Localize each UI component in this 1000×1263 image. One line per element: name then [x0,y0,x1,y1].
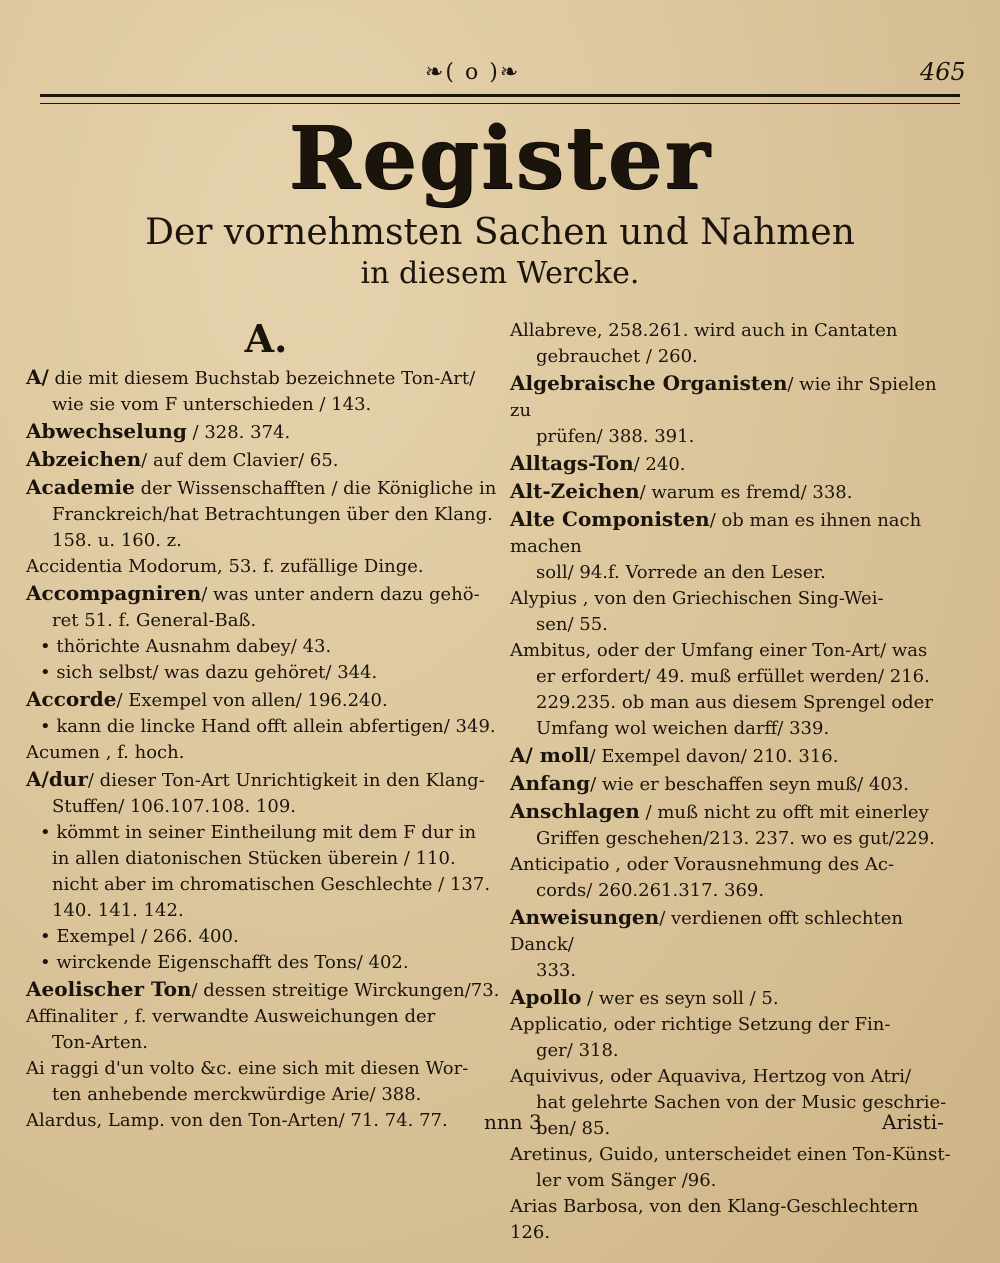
index-keyword: Anfang [510,771,591,795]
index-continuation: Ton-Arten. [52,1032,148,1053]
index-continuation: Griffen geschehen/213. 237. wo es gut/229. [536,828,935,849]
index-text: Accidentia Modorum, 53. f. zufällige Dinge. [26,556,424,577]
page-number: 465 [920,58,966,86]
index-keyword: Anweisungen [510,905,660,929]
index-text: / 328. 374. [186,422,291,443]
index-entry [510,742,960,770]
index-keyword: Accorde [26,687,117,711]
index-keyword: Abwechselung [26,419,187,443]
index-continuation: er erfordert/ 49. muß erfüllet werden/ 216. [536,666,930,687]
index-entry [510,1194,960,1246]
index-entry [510,478,960,506]
index-text: Ai raggi d'un volto &c. eine sich mit diesen Wor- [26,1058,469,1079]
index-entry [26,714,506,740]
index-continuation: 158. u. 160. z. [52,530,182,551]
index-text: / was unter andern dazu gehö- [201,584,480,605]
index-text: Anticipatio , oder Vorausnehmung des Ac- [510,854,894,875]
index-keyword: Alltags-Ton [510,451,634,475]
index-entry [510,1064,960,1090]
index-keyword: Alte Componisten [510,507,710,531]
index-entry [26,820,506,846]
index-text: / Exempel von allen/ 196.240. [116,690,388,711]
index-entry [26,976,506,1004]
index-continuation: cords/ 260.261.317. 369. [536,880,765,901]
index-entry [510,586,960,612]
index-text: Affinaliter , f. verwandte Ausweichungen der [26,1006,436,1027]
index-entry [510,1012,960,1038]
index-keyword: A/ [26,365,49,389]
index-text: / 240. [633,454,686,475]
catchword: Aristi- [882,1110,944,1134]
index-text: sich selbst/ was dazu gehöret/ 344. [56,662,378,683]
index-continuation: ret 51. f. General-Baß. [52,610,257,631]
index-entry [510,450,960,478]
index-continuation: sen/ 55. [536,614,608,635]
index-text: Applicatio, oder richtige Setzung der Fin- [510,1014,891,1035]
index-text: wirckende Eigenschafft des Tons/ 402. [56,952,409,973]
page-title: Register [288,108,712,209]
index-entry [26,1056,506,1082]
index-entry [26,474,506,502]
index-text: / wer es seyn soll / 5. [581,988,779,1009]
index-continuation: wie sie vom F unterschieden / 143. [52,394,372,415]
index-text: Alardus, Lamp. von den Ton-Arten/ 71. 74. 77. [26,1110,448,1131]
index-text: / dieser Ton-Art Unrichtigkeit in den Klang- [87,770,485,791]
index-text: Acumen , f. hoch. [26,742,185,763]
index-keyword: Alt-Zeichen [510,479,640,503]
index-continuation: nicht aber im chromatischen Geschlechte / 137. [52,874,491,895]
index-text: / ob man es ihnen nach machen [510,510,922,557]
index-continuation: Umfang wol weichen darff/ 339. [536,718,830,739]
index-entry [26,740,506,766]
index-entry [26,766,506,794]
subtitle-line-2: in diesem Wercke. [360,256,640,291]
index-text: der Wissenschafften / die Königliche in [134,478,497,499]
index-continuation: Franckreich/hat Betrachtungen über den Klang. [52,504,493,525]
index-entry [26,1108,506,1134]
index-text: / wie ihr Spielen zu [510,374,937,421]
index-keyword: A/ moll [510,743,590,767]
index-text: kömmt in seiner Eintheilung mit dem F dur in [56,822,477,843]
index-keyword: Anschlagen [510,799,640,823]
index-continuation: ten anhebende merckwürdige Arie/ 388. [52,1084,422,1105]
index-text: / wie er beschaffen seyn muß/ 403. [590,774,909,795]
index-text: Aquivivus, oder Aquaviva, Hertzog von Atri/ [510,1066,912,1087]
index-continuation: ben/ 85. [536,1118,611,1139]
index-text: kann die lincke Hand offt allein abfertigen/ 349. [56,716,496,737]
index-continuation: Stuffen/ 106.107.108. 109. [52,796,297,817]
index-keyword: Aeolischer Ton [26,977,192,1001]
index-entry [26,1004,506,1030]
index-entry [510,370,960,424]
index-entry [26,950,506,976]
index-text: / Exempel davon/ 210. 316. [589,746,839,767]
index-continuation: 333. [536,960,577,981]
index-text: thörichte Ausnahm dabey/ 43. [56,636,332,657]
index-text: Ambitus, oder der Umfang einer Ton-Art/ was [510,640,928,661]
index-continuation: soll/ 94.f. Vorrede an den Leser. [536,562,826,583]
index-continuation: 229.235. ob man aus diesem Sprengel oder [536,692,933,713]
index-entry [510,318,960,344]
section-letter: A. [244,316,288,361]
index-text: / warum es fremd/ 338. [639,482,853,503]
page-header [0,58,1000,98]
index-entry [510,1142,960,1168]
index-entry [510,506,960,560]
header-ornament: ❧( o )❧ [425,60,521,85]
index-continuation: in allen diatonischen Stücken überein / 110. [52,848,456,869]
index-entry [510,852,960,878]
index-text: / dessen streitige Wirckungen/73. [191,980,500,1001]
index-entry [510,770,960,798]
index-keyword: Accompagniren [26,581,202,605]
index-text: / auf dem Clavier/ 65. [141,450,339,471]
index-continuation: 140. 141. 142. [52,900,184,921]
index-continuation: ger/ 318. [536,1040,619,1061]
index-continuation: ler vom Sänger /96. [536,1170,717,1191]
left-column [26,318,506,1134]
index-keyword: Academie [26,475,135,499]
index-entry [26,660,506,686]
index-text: Arias Barbosa, von den Klang-Geschlechtern 126. [510,1196,919,1243]
index-keyword: Apollo [510,985,582,1009]
signature-mark: nnn 3 [484,1110,542,1134]
index-entry [26,686,506,714]
index-entry [26,634,506,660]
index-text: die mit diesem Buchstab bezeichnete Ton-Art/ [48,368,476,389]
index-text: / verdienen offt schlechten Danck/ [510,908,903,955]
index-entry [510,798,960,826]
right-column [510,318,960,1246]
index-entry [510,984,960,1012]
index-text: Allabreve, 258.261. wird auch in Cantaten [510,320,898,341]
index-text: / muß nicht zu offt mit einerley [639,802,929,823]
index-continuation: prüfen/ 388. 391. [536,426,695,447]
index-entry [510,904,960,958]
subtitle: Der vornehmsten Sachen und Nahmen [145,212,855,253]
index-entry [26,446,506,474]
index-keyword: Abzeichen [26,447,142,471]
index-keyword: A/dur [26,767,88,791]
index-continuation: gebrauchet / 260. [536,346,698,367]
index-continuation: hat gelehrte Sachen von der Music geschrie- [536,1092,947,1113]
index-entry [26,924,506,950]
index-entry [26,364,506,392]
index-entry [26,554,506,580]
header-rule [40,94,960,104]
index-entry [510,638,960,664]
index-entry [26,418,506,446]
index-entry [26,580,506,608]
index-text: Aretinus, Guido, unterscheidet einen Ton-Künst- [510,1144,951,1165]
index-text: Alypius , von den Griechischen Sing-Wei- [510,588,884,609]
index-text: Exempel / 266. 400. [56,926,239,947]
index-keyword: Algebraische Organisten [510,371,788,395]
